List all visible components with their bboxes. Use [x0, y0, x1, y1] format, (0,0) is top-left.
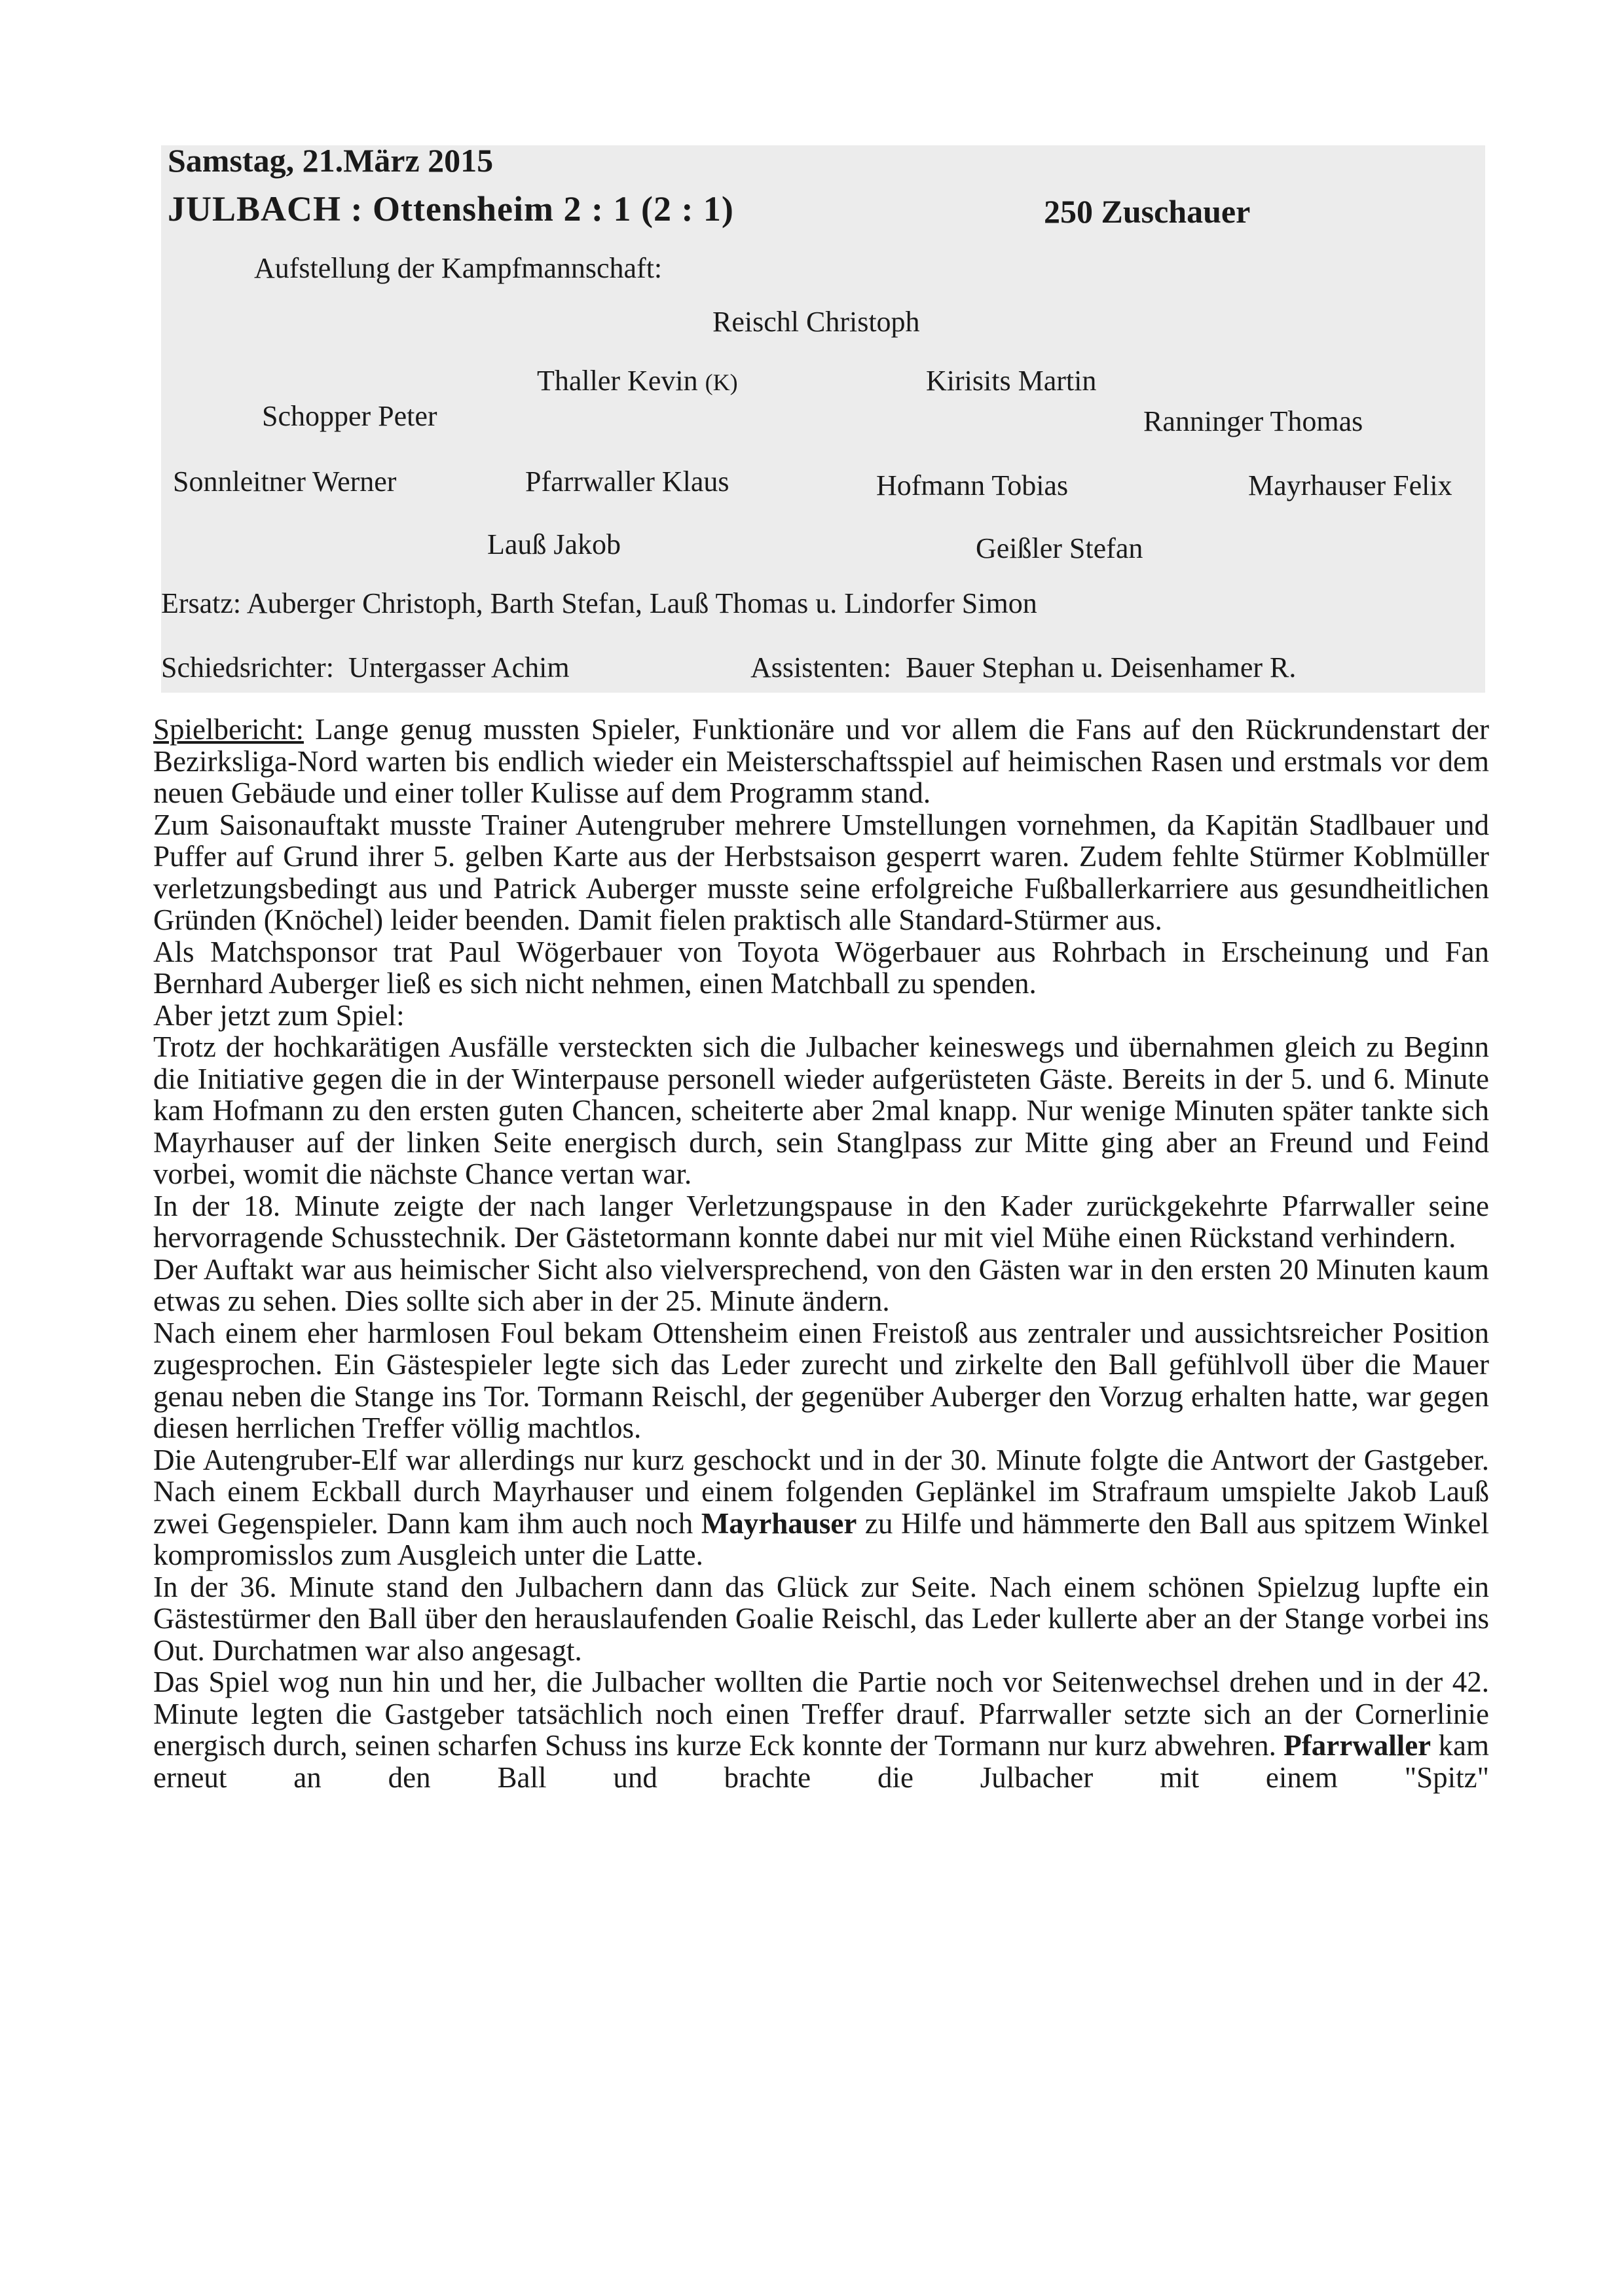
- report-paragraph: Zum Saisonauftakt musste Trainer Autengruber mehrere Umstellungen vornehmen, da Kapitän Stadlbauer und Puffer auf Grund ihrer 5. gelben Karte aus der Herbstsaison gesperrt waren. Zudem fehlte Stürmer Koblmüller verletzungsbedingt aus und Patrick Auberger musste seine erfolgreiche Fußballerkarriere aus gesundheitlichen Gründen (Knöchel) leider beenden. Damit fielen praktisch alle Standard-Stürmer aus.: [153, 808, 1489, 936]
- player-def-center-left: [537, 364, 738, 397]
- captain-mark: (K): [705, 369, 738, 395]
- report-paragraph: In der 36. Minute stand den Julbachern dann das Glück zur Seite. Nach einem schönen Spielzug lupfte ein Gästestürmer den Ball über den herauslaufenden Goalie Reischl, das Leder kullerte aber an der Stange vorbei ins Out. Durchatmen war also angesagt.: [153, 1570, 1489, 1667]
- report-text: kam erneut an den Ball und brachte die Julbacher mit einem "Spitz": [153, 1729, 1489, 1794]
- report-paragraph: Der Auftakt war aus heimischer Sicht also vielversprechend, von den Gästen war in den ersten 20 Minuten kaum etwas zu sehen. Dies sollte sich aber in der 25. Minute ändern.: [153, 1252, 1489, 1317]
- lineup-label: Aufstellung der Kampfmannschaft:: [254, 252, 663, 284]
- match-date: Samstag, 21.März 2015: [168, 142, 494, 179]
- player-name: Thaller Kevin: [537, 365, 698, 397]
- spectator-count: 250 Zuschauer: [1044, 193, 1251, 230]
- player-mid-4: Mayrhauser Felix: [1248, 469, 1452, 501]
- goal-scorer-name: Mayrhauser: [701, 1506, 857, 1540]
- player-def-center-right: Kirisits Martin: [926, 365, 1097, 397]
- referee-label: Schiedsrichter:: [161, 651, 334, 683]
- report-paragraph: [153, 1444, 1489, 1571]
- player-def-right: Ranninger Thomas: [1143, 405, 1363, 437]
- report-text: zu Hilfe und hämmerte den Ball aus spitzem Winkel kompromisslos zum Ausgleich unter die Latte.: [153, 1506, 1489, 1571]
- report-text: Das Spiel wog nun hin und her, die Julbacher wollten die Partie noch vor Seitenwechsel drehen und in der 42. Minute legten die Gastgeber tatsächlich noch einen Treffer drauf. Pfarrwaller setzte sich an der Cornerlinie energisch durch, seinen scharfen Schuss ins kurze Eck konnte der Tormann nur kurz abwehren.: [153, 1666, 1489, 1762]
- referee-name: Untergasser Achim: [348, 651, 570, 683]
- referee-line: [161, 651, 570, 684]
- assistants-label: Assistenten:: [750, 651, 892, 683]
- match-report: [153, 714, 1489, 1793]
- report-paragraph: In der 18. Minute zeigte der nach langer Verletzungspause in den Kader zurückgekehrte Pfarrwaller seine hervorragende Schusstechnik. Der Gästetormann konnte dabei nur mit viel Mühe einen Rückstand verhindern.: [153, 1189, 1489, 1254]
- player-fwd-right: Geißler Stefan: [976, 532, 1143, 564]
- player-mid-2: Pfarrwaller Klaus: [525, 465, 729, 498]
- player-fwd-left: Lauß Jakob: [487, 528, 621, 560]
- report-paragraph: Als Matchsponsor trat Paul Wögerbauer von Toyota Wögerbauer aus Rohrbach in Erscheinung und Fan Bernhard Auberger ließ es sich nicht nehmen, einen Matchball zu spenden.: [153, 935, 1489, 1000]
- player-goalkeeper: Reischl Christoph: [712, 306, 920, 338]
- report-paragraph: [153, 714, 1489, 809]
- match-result: JULBACH : Ottensheim 2 : 1 (2 : 1): [168, 189, 734, 228]
- substitutes-label: Ersatz:: [161, 587, 242, 619]
- report-paragraph: Nach einem eher harmlosen Foul bekam Ottensheim einen Freistoß aus zentraler und aussichtsreicher Position zugesprochen. Ein Gästespieler legte sich das Leder zurecht und zirkelte den Ball gefühlvoll über die Mauer genau neben die Stange ins Tor. Tormann Reischl, der gegenüber Auberger den Vorzug erhalten hatte, war gegen diesen herrlichen Treffer völlig machtlos.: [153, 1316, 1489, 1444]
- assistants-line: [750, 651, 1296, 684]
- assistants-names: Bauer Stephan u. Deisenhamer R.: [906, 651, 1297, 683]
- player-mid-1: Sonnleitner Werner: [173, 465, 397, 498]
- report-heading: Spielbericht:: [153, 713, 304, 746]
- report-text: Die Autengruber-Elf war allerdings nur kurz geschockt und in der 30. Minute folgte die Antwort der Gastgeber. Nach einem Eckball durch Mayrhauser und einem folgenden Geplänkel im Strafraum umspielte Jakob Lauß zwei Gegenspieler. Dann kam ihm auch noch: [153, 1443, 1489, 1540]
- player-mid-3: Hofmann Tobias: [876, 469, 1069, 501]
- report-paragraph: [153, 1666, 1489, 1793]
- substitutes-line: [161, 587, 1037, 620]
- goal-scorer-name: Pfarrwaller: [1283, 1729, 1431, 1762]
- substitutes-names: Auberger Christoph, Barth Stefan, Lauß Thomas u. Lindorfer Simon: [246, 587, 1037, 619]
- report-text: Lange genug mussten Spieler, Funktionäre und vor allem die Fans auf den Rückrundenstart der Bezirksliga-Nord warten bis endlich wieder ein Meisterschaftsspiel auf heimischen Rasen und erstmals vor dem neuen Gebäude und einer toller Kulisse auf dem Programm stand.: [153, 713, 1489, 809]
- report-paragraph: Aber jetzt zum Spiel:: [153, 998, 405, 1032]
- report-paragraph: Trotz der hochkarätigen Ausfälle versteckten sich die Julbacher keineswegs und übernahmen gleich zu Beginn die Initiative gegen die in der Winterpause personell wieder aufgerüsteten Gäste. Bereits in der 5. und 6. Minute kam Hofmann zu den ersten guten Chancen, scheiterte aber 2mal knapp. Nur wenige Minuten später tankte sich Mayrhauser auf der linken Seite energisch durch, sein Stanglpass zur Mitte ging aber an Freund und Feind vorbei, womit die nächste Chance vertan war.: [153, 1030, 1489, 1190]
- player-def-left: Schopper Peter: [262, 400, 437, 432]
